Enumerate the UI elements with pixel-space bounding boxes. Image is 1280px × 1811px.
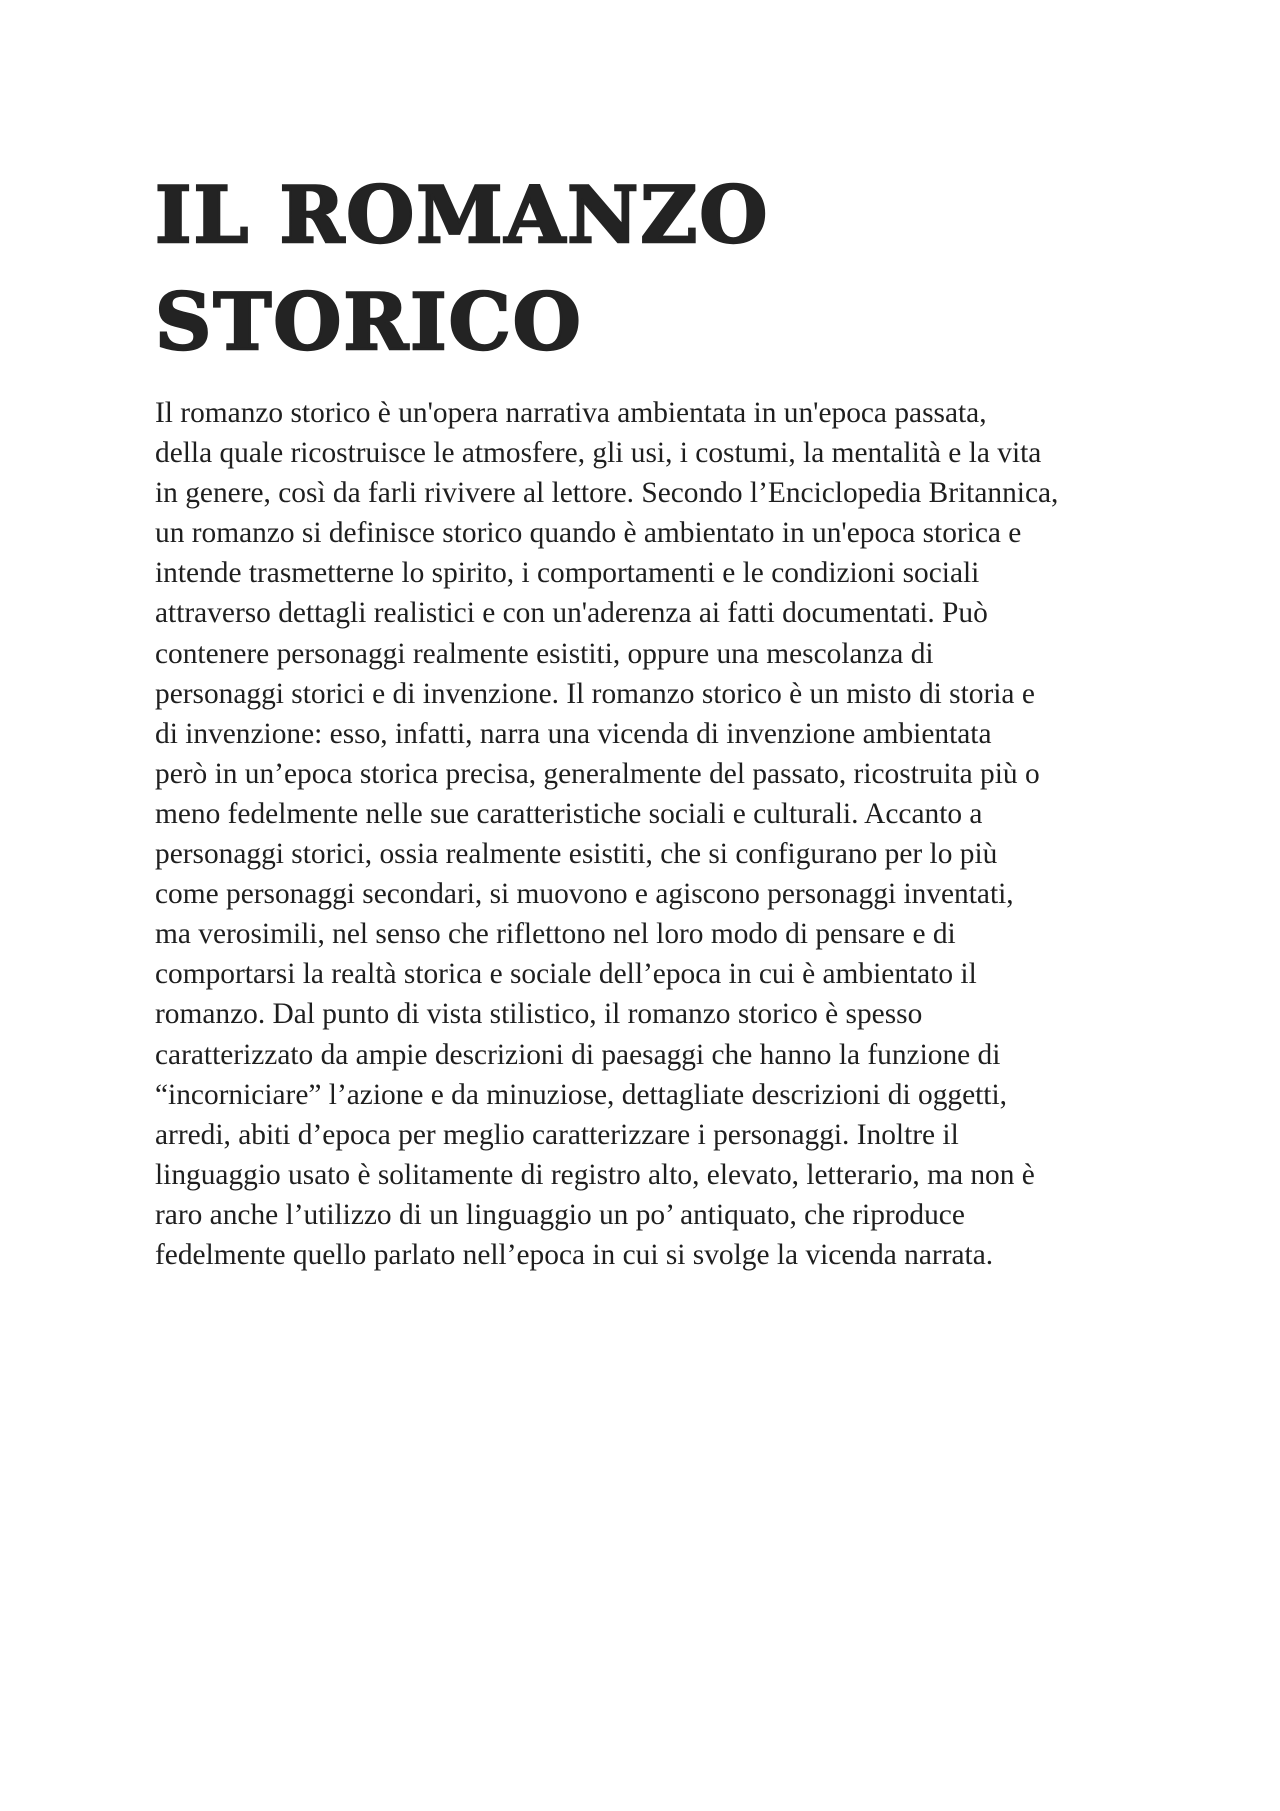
body-line: contenere personaggi realmente esistiti, oppure una mescolanza di xyxy=(155,637,934,670)
body-line: fedelmente quello parlato nell’epoca in cui si svolge la vicenda narrata. xyxy=(155,1238,994,1271)
body-line: di invenzione: esso, infatti, narra una vicenda di invenzione ambientata xyxy=(155,717,992,750)
body-line: in genere, così da farli rivivere al lettore. Secondo l’Enciclopedia Britannica, xyxy=(155,477,1059,510)
body-line: personaggi storici e di invenzione. Il romanzo storico è un misto di storia e xyxy=(155,677,1035,710)
title-line: STORICO xyxy=(155,277,583,368)
body-line: raro anche l’utilizzo di un linguaggio un po’ antiquato, che riproduce xyxy=(155,1198,965,1231)
body-line: linguaggio usato è solitamente di registro alto, elevato, letterario, ma non è xyxy=(155,1158,1035,1191)
body-line: come personaggi secondari, si muovono e agiscono personaggi inventati, xyxy=(155,878,1014,911)
body-line: della quale ricostruisce le atmosfere, gli usi, i costumi, la mentalità e la vita xyxy=(155,437,1042,470)
body-line: romanzo. Dal punto di vista stilistico, il romanzo storico è spesso xyxy=(155,998,923,1031)
body-line: personaggi storici, ossia realmente esistiti, che si configurano per lo più xyxy=(155,838,998,871)
body-line: ma verosimili, nel senso che riflettono nel loro modo di pensare e di xyxy=(155,918,956,951)
body-line: Il romanzo storico è un'opera narrativa ambientata in un'epoca passata, xyxy=(155,397,987,429)
body-line: un romanzo si definisce storico quando è ambientato in un'epoca storica e xyxy=(155,517,1022,550)
body-line: intende trasmetterne lo spirito, i comportamenti e le condizioni sociali xyxy=(155,557,980,590)
body-line: meno fedelmente nelle sue caratteristiche sociali e culturali. Accanto a xyxy=(155,797,983,830)
body-line: attraverso dettagli realistici e con un'aderenza ai fatti documentati. Può xyxy=(155,597,988,630)
body-line: però in un’epoca storica precisa, generalmente del passato, ricostruita più o xyxy=(155,757,1040,790)
document-title xyxy=(155,162,1155,376)
body-line: “incorniciare” l’azione e da minuziose, dettagliate descrizioni di oggetti, xyxy=(155,1078,1007,1111)
title-line: IL ROMANZO xyxy=(155,170,770,261)
body-paragraph xyxy=(155,393,1135,1275)
body-line: comportarsi la realtà storica e sociale dell’epoca in cui è ambientato il xyxy=(155,958,977,991)
body-line: caratterizzato da ampie descrizioni di paesaggi che hanno la funzione di xyxy=(155,1038,1001,1071)
body-line: arredi, abiti d’epoca per meglio caratterizzare i personaggi. Inoltre il xyxy=(155,1118,959,1151)
